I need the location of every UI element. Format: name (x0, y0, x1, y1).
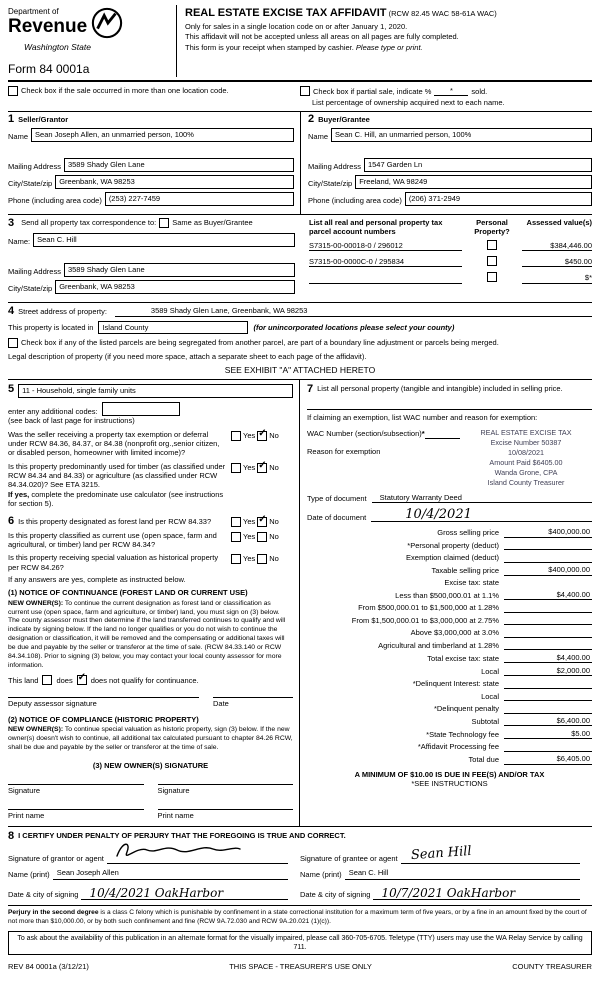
s5-q1-no-checkbox[interactable] (257, 431, 267, 441)
same-as-buyer-label: Same as Buyer/Grantee (172, 217, 253, 227)
buyer-grantee-section (300, 112, 592, 214)
buyer-grantee-title: Buyer/Grantee (318, 114, 370, 124)
personal-property-deduct-value[interactable] (504, 540, 592, 550)
s6-q1-no-checkbox[interactable] (257, 517, 267, 527)
s5-q1-yes-checkbox[interactable] (231, 431, 241, 441)
timber-agriculture-question: Is this property predominantly used for timber (as classified under RCW 84.34 and 84.33) or agriculture (as classified under RCW 84.34.020)? See ETA 3215. If yes, complete the predominate use calculator (see instructions for section 5). (8, 461, 226, 509)
tier1-label: Less than $500,000.01 at 1.1% (395, 590, 499, 600)
yes-label: Yes (243, 516, 256, 526)
total-excise-local-value[interactable]: $2,000.00 (504, 666, 592, 676)
s5-q2-no-checkbox[interactable] (257, 463, 267, 473)
partial-sale-checkbox[interactable] (300, 86, 310, 96)
tier2-label: From $500,000.01 to $1,500,000 at 1.28% (358, 603, 499, 613)
excise-tax-state-label: Excise tax: state (444, 578, 499, 588)
tier4-label: Above $3,000,000 at 3.0% (410, 628, 499, 638)
taxable-selling-price-value[interactable]: $400,000.00 (504, 565, 592, 575)
wac-number-label: WAC Number (section/subsection) (307, 429, 422, 439)
grantor-date-city-field[interactable]: 10/4/2021 OakHarbor (81, 884, 288, 900)
deputy-assessor-label: Deputy assessor signature (8, 699, 97, 709)
total-excise-local-label: Local (481, 666, 499, 676)
state-technology-fee-label: *State Technology fee (426, 729, 499, 739)
seller-name-label: Name (8, 132, 29, 142)
s6-q3-yes-checkbox[interactable] (231, 554, 241, 564)
stamp-excise-number: Excise Number 50387 (490, 437, 562, 447)
excise-tax-computation (307, 527, 592, 764)
parties-section (8, 112, 592, 215)
wac-star: * (421, 429, 425, 439)
buyer-city-field[interactable]: Freeland, WA 98249 (355, 175, 592, 189)
yes-label: Yes (243, 531, 256, 541)
total-excise-state-value[interactable]: $4,400.00 (504, 653, 592, 663)
multi-location-checkbox[interactable] (8, 86, 18, 96)
revenue-wordmark: Revenue (8, 16, 88, 37)
subtotal-value[interactable]: $6,400.00 (504, 716, 592, 726)
correspondence-label: Send all property tax correspondence to: (21, 217, 157, 227)
accessibility-notice: To ask about the availability of this publication in an alternate format for the visually impaired, please call 360-705-6705. Teletype (TTY) users may use the WA Relay Service by calling 711. (8, 931, 592, 956)
section-4-number: 4 (8, 304, 15, 317)
grantor-signature-block (8, 850, 300, 900)
county-select[interactable]: Island County (98, 321, 248, 334)
form-number: Form 84 0001a (8, 62, 90, 76)
exemption-claimed-value[interactable] (504, 553, 592, 563)
correspondence-city-label: City/State/zip (8, 284, 53, 294)
ownership-note: List percentage of ownership acquired next to each name. (312, 98, 505, 108)
correspondence-address-label: Mailing Address (8, 267, 61, 277)
total-excise-state-label: Total excise tax: state (427, 653, 499, 663)
section-5-number: 5 (8, 383, 15, 396)
section-7-number: 7 (307, 383, 314, 396)
parcel-2-assessed-value[interactable]: $450.00 (522, 257, 592, 267)
form-subtitle-1: Only for sales in a single location code on or after January 1, 2020. (185, 21, 408, 31)
street-address-field[interactable]: 3589 Shady Glen Lane, Greenbank, WA 98253 (115, 306, 592, 316)
deputy-date-line[interactable] (213, 697, 293, 708)
tier2-value[interactable] (504, 603, 592, 613)
land-use-code-field[interactable]: 11 - Household, single family units (18, 384, 293, 398)
section-8-number: 8 (8, 829, 15, 842)
notice-continuance-title: (1) NOTICE OF CONTINUANCE (FOREST LAND OR CURRENT USE) (8, 588, 248, 598)
type-of-document-field[interactable]: Statutory Warranty Deed (372, 493, 592, 503)
new-owner-signature-line-1[interactable] (8, 784, 144, 795)
delinquent-penalty-value[interactable] (504, 704, 592, 714)
tier1-value[interactable]: $4,400.00 (504, 590, 592, 600)
signature-label: Signature (157, 785, 190, 795)
parcel-table (301, 215, 592, 302)
tax-correspondence-section (8, 215, 301, 302)
agricultural-timberland-value[interactable] (504, 640, 592, 650)
partial-sale-sold-label: sold. (471, 87, 488, 96)
section-7 (300, 380, 592, 826)
this-land-label: This land (8, 675, 39, 685)
treasurer-stamp (460, 426, 592, 488)
seller-city-label: City/State/zip (8, 179, 53, 189)
form-title: REAL ESTATE EXCISE TAX AFFIDAVIT (185, 7, 387, 19)
multi-location-label: Check box if the sale occurred in more than one location code. (21, 86, 229, 95)
gross-selling-price-value[interactable]: $400,000.00 (504, 527, 592, 537)
section-3-number: 3 (8, 216, 15, 229)
parcel-3-personal-checkbox[interactable] (487, 272, 497, 282)
dept-of-label: Department of (8, 7, 59, 16)
grantee-signature-block (300, 844, 592, 900)
wac-number-field[interactable] (425, 429, 460, 439)
treasurer-use-only-label: THIS SPACE - TREASURER'S USE ONLY (229, 962, 372, 972)
taxable-selling-price-label: Taxable selling price (431, 566, 499, 576)
seller-grantor-section (8, 112, 300, 214)
seller-phone-field[interactable]: (253) 227-7459 (105, 192, 294, 206)
current-use-question: Is this property classified as current use (open space, farm and agricultural, or timber) land per RCW 84.34? (8, 530, 217, 549)
buyer-name-field[interactable]: Sean C. Hill, an unmarried person, 100% (331, 128, 592, 142)
total-due-value[interactable]: $6,405.00 (504, 754, 592, 764)
see-instructions-note: *SEE INSTRUCTIONS (411, 779, 488, 789)
date-of-document-label: Date of document (307, 512, 367, 522)
partial-sale-percent-field[interactable]: * (434, 86, 468, 96)
buyer-phone-field[interactable]: (206) 371-2949 (405, 192, 592, 206)
subtotal-label: Subtotal (471, 717, 499, 727)
correspondence-address-field[interactable]: 3589 Shady Glen Lane (64, 263, 295, 277)
grantor-date-city-label: Date & city of signing (8, 890, 79, 900)
s6-q2-yes-checkbox[interactable] (231, 532, 241, 542)
county-note: (for unincorporated locations please select your county) (253, 322, 455, 332)
parcel-numbers-header: List all real and personal property tax parcel account numbers (309, 217, 443, 237)
print-name-label: Print name (8, 811, 45, 821)
no-label: No (269, 430, 279, 440)
correspondence-and-parcels (8, 215, 592, 303)
segregated-label: Check box if any of the listed parcels are being segregated from another parcel, are part of a boundary line adjustment or parcels being merged. (21, 338, 499, 348)
parcel-row (309, 240, 592, 251)
parcel-1-assessed-value[interactable]: $384,446.00 (522, 241, 592, 251)
personal-property-blank-line[interactable] (307, 395, 592, 410)
forest-land-question: 6 Is this property designated as forest land per RCW 84.33? (8, 514, 212, 527)
form-subtitle-2: This affidavit will not be accepted unless all areas on all pages are fully completed. (185, 32, 459, 42)
parcel-3-number-field[interactable] (309, 274, 462, 284)
parcel-1-personal-checkbox[interactable] (487, 240, 497, 250)
s5-q2-yes-checkbox[interactable] (231, 463, 241, 473)
stamp-date: 10/08/2021 (508, 447, 544, 457)
top-checkbox-row (8, 82, 592, 112)
delinquent-interest-state-value[interactable] (504, 679, 592, 689)
form-subtitle-3: This form is your receipt when stamped by cashier. Please type or print. (185, 42, 423, 52)
delinquent-interest-local-value[interactable] (504, 691, 592, 701)
buyer-address-field[interactable]: 1547 Garden Ln (364, 158, 592, 172)
agricultural-timberland-label: Agricultural and timberland at 1.28% (378, 640, 499, 650)
minimum-fee-note: A MINIMUM OF $10.00 IS DUE IN FEE(S) AND/OR TAX (354, 769, 545, 779)
exemption-intro: If claiming an exemption, list WAC number and reason for exemption: (307, 413, 538, 423)
title-block (176, 5, 592, 77)
date-of-document-field[interactable]: 10/4/2021 (371, 508, 592, 522)
grantor-signature-field[interactable] (107, 850, 288, 864)
assessed-values-header: Assessed value(s) (526, 217, 592, 227)
new-owner-signature-line-2[interactable] (158, 784, 294, 795)
notice-compliance-title: (2) NOTICE OF COMPLIANCE (HISTORIC PROPERTY) (8, 714, 199, 724)
personal-property-header: Personal Property? (474, 217, 510, 237)
section-2-number: 2 (308, 112, 315, 125)
if-yes-note: If any answers are yes, complete as instructed below. (8, 575, 186, 584)
stamp-office: Island County Treasurer (487, 477, 565, 487)
agency-block (8, 5, 176, 77)
s6-q1-yes-checkbox[interactable] (231, 517, 241, 527)
new-owners-signature-title: (3) NEW OWNER(S) SIGNATURE (92, 760, 209, 770)
buyer-phone-label: Phone (including area code) (308, 196, 402, 206)
affidavit-processing-fee-value[interactable] (504, 742, 592, 752)
tier3-label: From $1,500,000.01 to $3,000,000 at 2.75% (351, 615, 499, 625)
segregated-checkbox[interactable] (8, 338, 18, 348)
affidavit-processing-fee-label: *Affidavit Processing fee (417, 742, 499, 752)
grantor-name-print-label: Name (print) (8, 870, 50, 880)
correspondence-name-label: Name: (8, 237, 31, 247)
same-as-buyer-checkbox[interactable] (159, 218, 169, 228)
state-technology-fee-value[interactable]: $5.00 (504, 729, 592, 739)
yes-label: Yes (243, 430, 256, 440)
s6-q3-no-checkbox[interactable] (257, 554, 267, 564)
seller-address-field[interactable]: 3589 Shady Glen Lane (64, 158, 294, 172)
tier3-value[interactable] (504, 615, 592, 625)
grantee-signature-text: Sean Hill (410, 844, 472, 864)
no-label: No (269, 531, 279, 541)
legal-description-label: Legal description of property (if you need more space, attach a separate sheet to each page of the affidavit). (8, 352, 367, 362)
type-of-document-label: Type of document (307, 493, 367, 503)
additional-codes-field[interactable] (102, 402, 180, 416)
grantor-name-print-field[interactable]: Sean Joseph Allen (53, 868, 288, 880)
stamp-amount-paid: Amount Paid $6405.00 (489, 457, 563, 467)
continuance-qualify-row (8, 675, 293, 685)
delinquent-interest-local-label: Local (481, 691, 499, 701)
section-6-number: 6 (8, 514, 15, 527)
signature-label: Signature (8, 785, 41, 795)
grantee-date-city-field[interactable]: 10/7/2021 OakHarbor (373, 884, 580, 900)
buyer-address-label: Mailing Address (308, 162, 361, 172)
left-column (8, 380, 300, 826)
certify-statement: I CERTIFY UNDER PENALTY OF PERJURY THAT THE FOREGOING IS TRUE AND CORRECT. (18, 830, 346, 840)
certification-section (8, 827, 592, 906)
washington-state-label: Washington State (24, 42, 91, 53)
additional-codes-label: enter any additional codes: (8, 406, 98, 416)
partial-sale-label: Check box if partial sale, indicate % (313, 87, 432, 96)
stamp-treasurer-name: Wanda Grone, CPA (494, 467, 558, 477)
revenue-logo-icon (91, 7, 123, 41)
parcel-row (309, 256, 592, 267)
reason-for-exemption-label: Reason for exemption (307, 446, 381, 456)
delinquent-interest-state-label: *Delinquent Interest: state (412, 679, 499, 689)
gross-selling-price-label: Gross selling price (437, 528, 499, 538)
yes-label: Yes (243, 554, 256, 564)
form-header (8, 5, 592, 82)
seller-grantor-title: Seller/Grantor (18, 114, 69, 124)
personal-property-deduct-label: *Personal property (deduct) (407, 540, 499, 550)
grantee-signature-label: Signature of grantee or agent (300, 854, 398, 864)
buyer-city-label: City/State/zip (308, 179, 353, 189)
total-due-label: Total due (468, 755, 499, 765)
deputy-date-label: Date (213, 699, 229, 709)
notice-compliance-body: NEW OWNER(S): To continue special valuation as historic property, sign (3) below. If the new owner(s) doesn't wish to continue, all additional tax calculated pursuant to chapter 84.26 RCW, shall be due and payable by the seller or transferor at the time of sale. (8, 726, 293, 751)
grantor-signature-scribble (113, 836, 243, 864)
no-label: No (269, 516, 279, 526)
legal-description-value[interactable]: SEE EXHIBIT "A" ATTACHED HERETO (224, 364, 376, 375)
tier4-value[interactable] (504, 628, 592, 638)
seller-address-label: Mailing Address (8, 162, 61, 172)
parcel-3-assessed-value[interactable]: $* (522, 273, 592, 283)
grantor-signature-label: Signature of grantor or agent (8, 854, 104, 864)
section-1-number: 1 (8, 112, 15, 125)
main-columns (8, 380, 592, 827)
land-does-not-checkbox[interactable] (77, 675, 87, 685)
land-does-checkbox[interactable] (42, 675, 52, 685)
no-label: No (269, 554, 279, 564)
exemption-deferral-question: Was the seller receiving a property tax exemption or deferral under RCW 84.36, 84.37, or 84.38 (nonprofit org.,senior citizen, or disabled person, homeowner with limited income)? (8, 429, 220, 458)
deputy-assessor-signature-line[interactable] (8, 697, 199, 708)
seller-city-field[interactable]: Greenbank, WA 98253 (55, 175, 294, 189)
located-in-label: This property is located in (8, 322, 94, 332)
notice-continuance-body: NEW OWNER(S): To continue the current designation as forest land or classification as current use (open space, farm and agriculture, or timber) land, you must sign on (3) below. The county assessor must then determine if the land transferred continues to qualify and will indicate by signing below. If the land no longer qualifies or you do not wish to continue the designation or classification, it will be removed and the compensating or additional taxes will be due and payable by the seller or transferor at the time of sale. (RCW 84.33.140 or RCW 84.34.108). Prior to signing (3) below, you may contact your local county assessor for more information. (8, 599, 286, 669)
rev-number: REV 84 0001a (3/12/21) (8, 962, 89, 972)
historical-property-question: Is this property receiving special valuation as historical property per RCW 84.26? (8, 553, 219, 572)
new-owner-print-name-line-2[interactable] (158, 809, 294, 820)
s6-q2-no-checkbox[interactable] (257, 532, 267, 542)
parcel-row (309, 272, 592, 283)
seller-phone-label: Phone (including area code) (8, 196, 102, 206)
correspondence-city-field[interactable]: Greenbank, WA 98253 (55, 280, 295, 294)
section5-instructions-note: (see back of last page for instructions) (8, 416, 135, 426)
delinquent-penalty-label: *Delinquent penalty (433, 704, 499, 714)
no-label: No (269, 462, 279, 472)
grantee-signature-field[interactable] (401, 844, 580, 864)
grantee-name-print-field[interactable]: Sean C. Hill (345, 868, 580, 880)
grantee-name-print-label: Name (print) (300, 870, 342, 880)
grantee-date-city-label: Date & city of signing (300, 890, 371, 900)
yes-label: Yes (243, 462, 256, 472)
parcel-2-number-field[interactable]: S7315-00-0000C-0 / 295834 (309, 257, 462, 267)
exemption-claimed-label: Exemption claimed (deduct) (406, 553, 499, 563)
excise-tax-state-value (504, 578, 592, 587)
form-title-rcw: (RCW 82.45 WAC 58-61A WAC) (388, 9, 497, 18)
personal-property-intro: List all personal property (tangible and intangible) included in selling price. (317, 384, 563, 394)
street-address-label: Street address of property: (18, 307, 107, 317)
correspondence-name-field[interactable]: Sean C. Hill (33, 233, 295, 247)
property-address-section (8, 303, 592, 380)
stamp-title: REAL ESTATE EXCISE TAX (480, 427, 572, 437)
new-owner-print-name-line-1[interactable] (8, 809, 144, 820)
print-name-label: Print name (157, 811, 194, 821)
seller-name-field[interactable]: Sean Joseph Allen, an unmarried person, 100% (31, 128, 294, 142)
county-treasurer-label: COUNTY TREASURER (512, 962, 592, 972)
does-not-label: does not qualify for continuance. (90, 675, 199, 685)
perjury-notice: Perjury in the second degree is a class C felony which is punishable by confinement in a state correctional institution for a maximum term of five years, or by a fine in an amount fixed by the court of not more than $10,000.00, or by both such confinement and fine (RCW 9A.72.030 and RCW 9A.20.021 (1)(c)). (8, 908, 587, 925)
does-label: does (56, 675, 73, 685)
parcel-1-number-field[interactable]: S7315-00-00018-0 / 296012 (309, 241, 462, 251)
parcel-2-personal-checkbox[interactable] (487, 256, 497, 266)
buyer-name-label: Name (308, 132, 329, 142)
form-footer-row (8, 962, 592, 971)
